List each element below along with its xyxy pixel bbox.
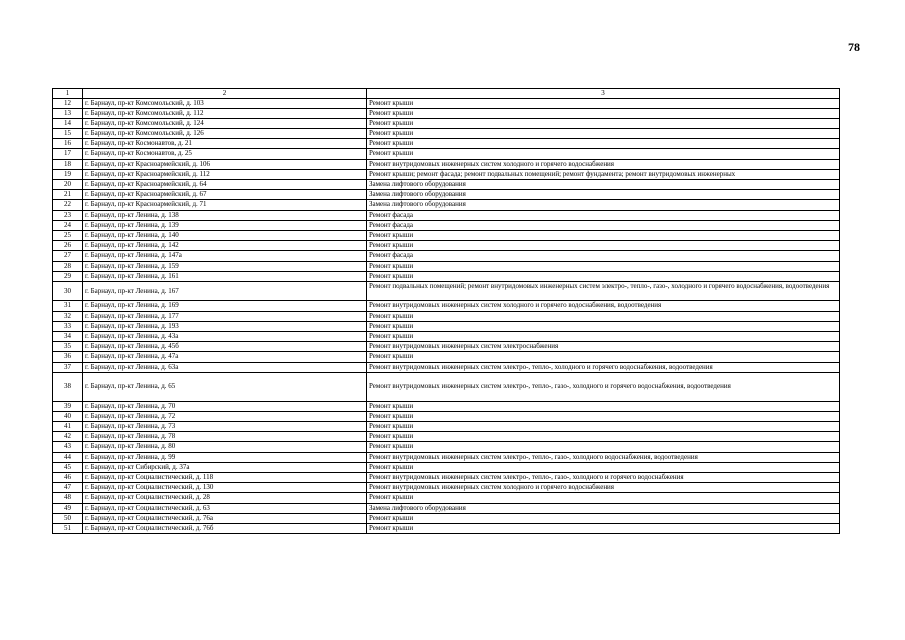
work-type-cell: Ремонт крыши	[367, 493, 840, 503]
address-cell: г. Барнаул, пр-кт Красноармейский, д. 64	[83, 180, 367, 190]
work-type-cell: Ремонт крыши	[367, 523, 840, 533]
address-cell: г. Барнаул, пр-кт Ленина, д. 140	[83, 230, 367, 240]
table-row	[53, 118, 840, 128]
row-number: 28	[53, 261, 83, 271]
table-row	[53, 139, 840, 149]
address-cell: г. Барнаул, пр-кт Социалистический, д. 63	[83, 503, 367, 513]
row-number: 36	[53, 352, 83, 362]
work-type-cell: Ремонт внутридомовых инженерных систем электро-, тепло-, газо-, холодного водоснабжения, водоотведения	[367, 452, 840, 462]
row-number: 37	[53, 362, 83, 372]
row-number: 25	[53, 230, 83, 240]
work-type-cell: Ремонт фасада	[367, 251, 840, 261]
address-cell: г. Барнаул, пр-кт Ленина, д. 138	[83, 210, 367, 220]
address-cell: г. Барнаул, пр-кт Социалистический, д. 76а	[83, 513, 367, 523]
address-cell: г. Барнаул, пр-кт Комсомольский, д. 103	[83, 98, 367, 108]
work-type-cell: Замена лифтового оборудования	[367, 200, 840, 210]
row-number: 17	[53, 149, 83, 159]
table-row	[53, 159, 840, 169]
table-row	[53, 342, 840, 352]
table-row	[53, 321, 840, 331]
row-number: 49	[53, 503, 83, 513]
address-cell: г. Барнаул, пр-кт Ленина, д. 142	[83, 241, 367, 251]
row-number: 35	[53, 342, 83, 352]
address-cell: г. Барнаул, пр-кт Ленина, д. 72	[83, 411, 367, 421]
table-row	[53, 452, 840, 462]
address-cell: г. Барнаул, пр-кт Ленина, д. 193	[83, 321, 367, 331]
row-number: 23	[53, 210, 83, 220]
work-type-cell: Ремонт внутридомовых инженерных систем электро-, тепло-, холодного и горячего водоснабжения, водоотведения	[367, 362, 840, 372]
work-type-cell: Ремонт фасада	[367, 220, 840, 230]
address-cell: г. Барнаул, пр-кт Ленина, д. 161	[83, 271, 367, 281]
work-type-cell: Ремонт крыши	[367, 442, 840, 452]
address-cell: г. Барнаул, пр-кт Комсомольский, д. 124	[83, 118, 367, 128]
row-number: 51	[53, 523, 83, 533]
address-cell: г. Барнаул, пр-кт Ленина, д. 159	[83, 261, 367, 271]
row-number: 50	[53, 513, 83, 523]
row-number: 47	[53, 483, 83, 493]
table-row	[53, 401, 840, 411]
address-cell: г. Барнаул, пр-кт Ленина, д. 80	[83, 442, 367, 452]
work-type-cell: Ремонт крыши	[367, 108, 840, 118]
table-row	[53, 241, 840, 251]
address-cell: г. Барнаул, пр-кт Социалистический, д. 118	[83, 473, 367, 483]
row-number: 38	[53, 372, 83, 401]
table-row	[53, 301, 840, 311]
work-type-cell: Ремонт крыши	[367, 261, 840, 271]
table-header-row	[53, 89, 840, 99]
table-row	[53, 220, 840, 230]
address-cell: г. Барнаул, пр-кт Красноармейский, д. 106	[83, 159, 367, 169]
row-number: 14	[53, 118, 83, 128]
row-number: 20	[53, 180, 83, 190]
table-row	[53, 210, 840, 220]
row-number: 18	[53, 159, 83, 169]
work-type-cell: Ремонт внутридомовых инженерных систем холодного и горячего водоснабжения	[367, 159, 840, 169]
row-number: 42	[53, 432, 83, 442]
table-row	[53, 311, 840, 321]
row-number: 21	[53, 190, 83, 200]
table-row	[53, 190, 840, 200]
row-number: 15	[53, 129, 83, 139]
row-number: 46	[53, 473, 83, 483]
table-row	[53, 432, 840, 442]
table-row	[53, 523, 840, 533]
row-number: 48	[53, 493, 83, 503]
address-cell: г. Барнаул, пр-кт Космонавтов, д. 25	[83, 149, 367, 159]
address-cell: г. Барнаул, пр-кт Ленина, д. 73	[83, 422, 367, 432]
table-row	[53, 442, 840, 452]
work-type-cell: Ремонт крыши	[367, 462, 840, 472]
address-cell: г. Барнаул, пр-кт Ленина, д. 43а	[83, 331, 367, 341]
address-cell: г. Барнаул, пр-кт Космонавтов, д. 21	[83, 139, 367, 149]
work-type-cell: Ремонт крыши	[367, 331, 840, 341]
address-cell: г. Барнаул, пр-кт Ленина, д. 177	[83, 311, 367, 321]
table-row	[53, 331, 840, 341]
table-row	[53, 230, 840, 240]
address-cell: г. Барнаул, пр-кт Комсомольский, д. 112	[83, 108, 367, 118]
table-row	[53, 503, 840, 513]
table-row	[53, 422, 840, 432]
address-cell: г. Барнаул, пр-кт Ленина, д. 63а	[83, 362, 367, 372]
address-cell: г. Барнаул, пр-кт Ленина, д. 99	[83, 452, 367, 462]
address-cell: г. Барнаул, пр-кт Ленина, д. 167	[83, 281, 367, 301]
column-header: 3	[367, 89, 840, 99]
table-row	[53, 271, 840, 281]
table-row	[53, 149, 840, 159]
work-type-cell: Ремонт крыши	[367, 411, 840, 421]
work-type-cell: Ремонт внутридомовых инженерных систем электро-, тепло-, газо-, холодного и горячего водоснабжения	[367, 473, 840, 483]
table-row	[53, 352, 840, 362]
work-type-cell: Замена лифтового оборудования	[367, 503, 840, 513]
work-type-cell: Ремонт внутридомовых инженерных систем холодного и горячего водоснабжения	[367, 483, 840, 493]
row-number: 34	[53, 331, 83, 341]
row-number: 41	[53, 422, 83, 432]
work-type-cell: Ремонт подвальных помещений; ремонт внутридомовых инженерных систем электро-, тепло-, газо-, холодного и горячего водоснабжения, водоотведения	[367, 281, 840, 301]
row-number: 31	[53, 301, 83, 311]
work-type-cell: Ремонт фасада	[367, 210, 840, 220]
work-type-cell: Замена лифтового оборудования	[367, 180, 840, 190]
address-cell: г. Барнаул, пр-кт Красноармейский, д. 67	[83, 190, 367, 200]
row-number: 26	[53, 241, 83, 251]
table-row	[53, 281, 840, 301]
row-number: 39	[53, 401, 83, 411]
work-type-cell: Ремонт крыши	[367, 149, 840, 159]
address-cell: г. Барнаул, пр-кт Ленина, д. 65	[83, 372, 367, 401]
work-type-cell: Ремонт крыши	[367, 422, 840, 432]
address-cell: г. Барнаул, пр-кт Ленина, д. 47а	[83, 352, 367, 362]
work-type-cell: Ремонт крыши	[367, 321, 840, 331]
address-cell: г. Барнаул, пр-кт Ленина, д. 147а	[83, 251, 367, 261]
work-type-cell: Ремонт крыши	[367, 513, 840, 523]
column-header: 2	[83, 89, 367, 99]
row-number: 22	[53, 200, 83, 210]
address-cell: г. Барнаул, пр-кт Ленина, д. 78	[83, 432, 367, 442]
row-number: 33	[53, 321, 83, 331]
table-row	[53, 483, 840, 493]
table-row	[53, 362, 840, 372]
work-type-cell: Ремонт крыши	[367, 139, 840, 149]
row-number: 27	[53, 251, 83, 261]
address-cell: г. Барнаул, пр-кт Красноармейский, д. 71	[83, 200, 367, 210]
work-type-cell: Ремонт крыши	[367, 98, 840, 108]
row-number: 29	[53, 271, 83, 281]
address-cell: г. Барнаул, пр-кт Социалистический, д. 28	[83, 493, 367, 503]
work-type-cell: Ремонт внутридомовых инженерных систем электро-, тепло-, газо-, холодного и горячего водоснабжения, водоотведения	[367, 372, 840, 401]
row-number: 19	[53, 169, 83, 179]
row-number: 12	[53, 98, 83, 108]
work-type-cell: Ремонт внутридомовых инженерных систем холодного и горячего водоснабжения, водоотведения	[367, 301, 840, 311]
work-type-cell: Ремонт внутридомовых инженерных систем электроснабжения	[367, 342, 840, 352]
address-cell: г. Барнаул, пр-кт Ленина, д. 70	[83, 401, 367, 411]
work-type-cell: Ремонт крыши; ремонт фасада; ремонт подвальных помещений; ремонт фундамента; ремонт внутридомовых инженерных	[367, 169, 840, 179]
address-cell: г. Барнаул, пр-кт Ленина, д. 169	[83, 301, 367, 311]
table-row	[53, 180, 840, 190]
work-type-cell: Ремонт крыши	[367, 401, 840, 411]
table-row	[53, 513, 840, 523]
table-row	[53, 169, 840, 179]
address-cell: г. Барнаул, пр-кт Комсомольский, д. 126	[83, 129, 367, 139]
address-cell: г. Барнаул, пр-кт Сибирский, д. 37а	[83, 462, 367, 472]
table-row	[53, 462, 840, 472]
work-type-cell: Ремонт крыши	[367, 230, 840, 240]
table-row	[53, 108, 840, 118]
row-number: 30	[53, 281, 83, 301]
row-number: 16	[53, 139, 83, 149]
table-row	[53, 200, 840, 210]
work-type-cell: Ремонт крыши	[367, 118, 840, 128]
work-type-cell: Ремонт крыши	[367, 129, 840, 139]
work-type-cell: Ремонт крыши	[367, 352, 840, 362]
repair-table	[52, 88, 840, 534]
table-row	[53, 98, 840, 108]
work-type-cell: Ремонт крыши	[367, 241, 840, 251]
page-number: 78	[848, 40, 860, 54]
address-cell: г. Барнаул, пр-кт Ленина, д. 45б	[83, 342, 367, 352]
table-row	[53, 261, 840, 271]
row-number: 43	[53, 442, 83, 452]
address-cell: г. Барнаул, пр-кт Социалистический, д. 130	[83, 483, 367, 493]
table-row	[53, 473, 840, 483]
work-type-cell: Ремонт крыши	[367, 311, 840, 321]
work-type-cell: Замена лифтового оборудования	[367, 190, 840, 200]
work-type-cell: Ремонт крыши	[367, 432, 840, 442]
table-row	[53, 493, 840, 503]
address-cell: г. Барнаул, пр-кт Ленина, д. 139	[83, 220, 367, 230]
address-cell: г. Барнаул, пр-кт Социалистический, д. 76б	[83, 523, 367, 533]
row-number: 44	[53, 452, 83, 462]
table-row	[53, 251, 840, 261]
table-row	[53, 411, 840, 421]
table-row	[53, 372, 840, 401]
row-number: 40	[53, 411, 83, 421]
address-cell: г. Барнаул, пр-кт Красноармейский, д. 112	[83, 169, 367, 179]
row-number: 13	[53, 108, 83, 118]
table-row	[53, 129, 840, 139]
row-number: 32	[53, 311, 83, 321]
row-number: 24	[53, 220, 83, 230]
row-number: 45	[53, 462, 83, 472]
work-type-cell: Ремонт крыши	[367, 271, 840, 281]
column-header: 1	[53, 89, 83, 99]
